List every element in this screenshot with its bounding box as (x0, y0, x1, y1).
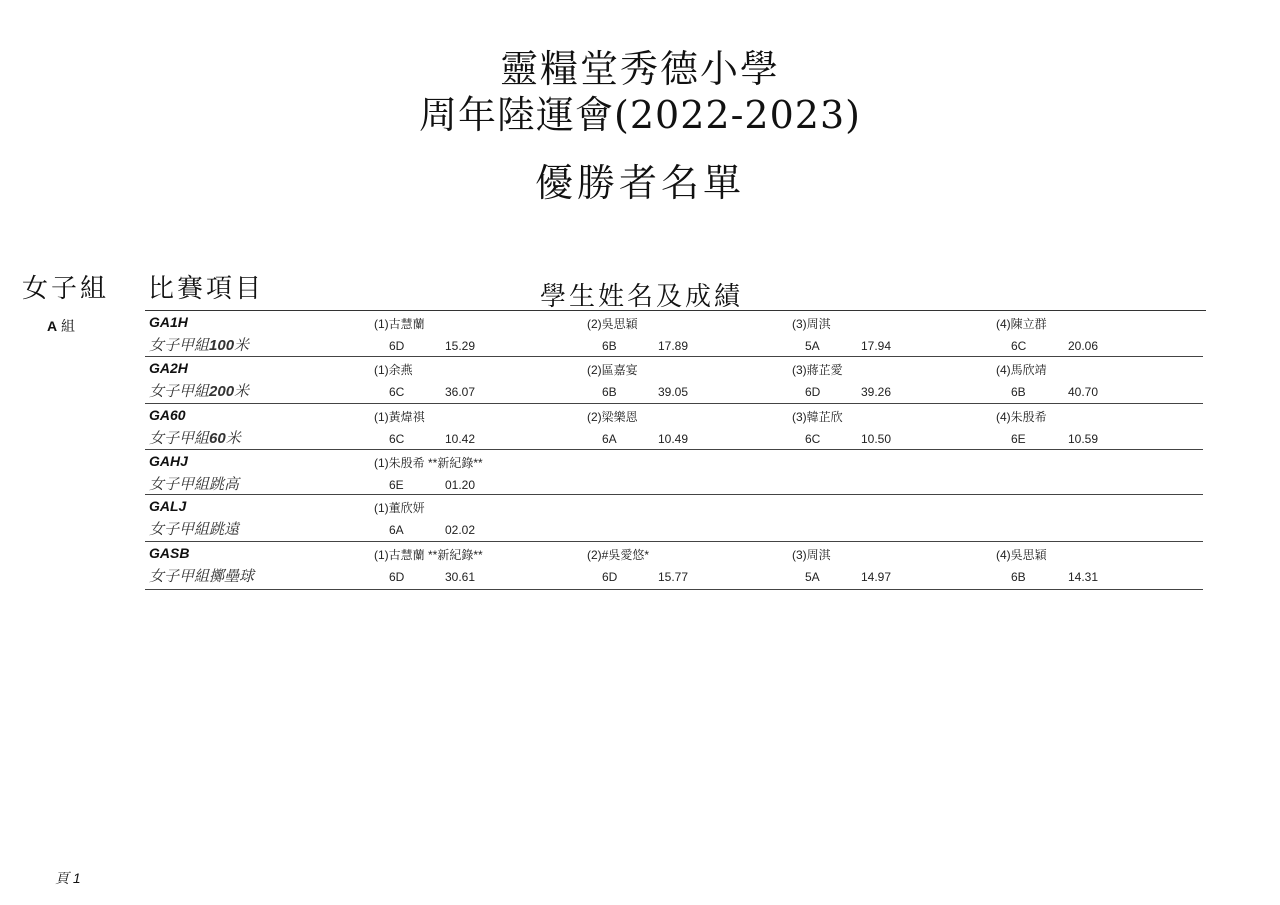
event-name-suffix: 米 (234, 337, 250, 354)
winner-class: 5A (805, 570, 820, 584)
winner-name: (2)#吳愛悠* (587, 548, 650, 562)
winner-name: (3)韓芷欣 (792, 410, 843, 424)
winner-result: 01.20 (445, 478, 476, 492)
winner-result: 17.94 (861, 339, 892, 353)
winner-name: (1)古慧蘭 (374, 317, 425, 331)
winner-name: (2)區嘉宴 (587, 363, 638, 377)
winner-name: (1)古慧蘭 **新紀錄** (374, 548, 483, 562)
event-code: GAHJ (149, 453, 188, 469)
winner-result: 39.26 (861, 385, 892, 399)
winner-class: 6A (602, 432, 617, 446)
winner-class: 6B (602, 385, 617, 399)
winner-class: 5A (805, 339, 820, 353)
event-name (149, 473, 239, 494)
winner-name: (1)黃煒祺 (374, 410, 425, 424)
winner-result: 30.61 (445, 570, 476, 584)
event-code: GALJ (149, 498, 187, 514)
event-name-prefix: 女子甲組跳遠 (149, 521, 240, 538)
event-name-distance: 200 (209, 383, 235, 400)
winner-name: (2)吳思穎 (587, 317, 638, 331)
winner-result: 10.49 (658, 432, 689, 446)
event-code: GA1H (149, 314, 188, 330)
winner-name: (1)余燕 (374, 363, 413, 377)
winner-class: 6B (602, 339, 617, 353)
winner-name: (4)馬欣靖 (996, 363, 1047, 377)
winner-result: 02.02 (445, 523, 476, 537)
event-name-prefix: 女子甲組 (149, 337, 210, 354)
event-code: GA2H (149, 360, 188, 376)
event-name-suffix: 米 (225, 430, 241, 447)
winner-class: 6D (389, 570, 405, 584)
winner-class: 6C (805, 432, 821, 446)
header-divider (145, 310, 1206, 311)
event-row (145, 496, 1203, 542)
winner-result: 17.89 (658, 339, 689, 353)
event-row (145, 451, 1203, 495)
event-name (149, 427, 241, 448)
winner-class: 6C (1011, 339, 1027, 353)
page-number: 頁 1 (55, 870, 81, 886)
winner-class: 6C (389, 432, 405, 446)
column-header-names: 學生姓名及成績 (540, 282, 744, 312)
winner-name: (1)董欣妍 (374, 501, 425, 515)
winner-name: (4)朱殷希 (996, 410, 1047, 424)
group-label (47, 316, 75, 336)
event-code: GASB (149, 545, 190, 561)
list-title: 優勝者名單 (534, 161, 745, 205)
event-name (149, 334, 249, 355)
winner-name: (2)梁樂恩 (587, 410, 638, 424)
winner-result: 10.59 (1068, 432, 1099, 446)
group-letter: A (47, 318, 58, 334)
column-header-group: 女子組 (22, 274, 110, 304)
event-row (145, 543, 1203, 590)
winner-result: 15.77 (658, 570, 689, 584)
winner-name: (3)蔣芷愛 (792, 363, 843, 377)
winner-class: 6B (1011, 385, 1026, 399)
winner-class: 6D (602, 570, 618, 584)
event-name (149, 565, 254, 586)
winner-name: (4)陳立群 (996, 317, 1047, 331)
winner-result: 39.05 (658, 385, 689, 399)
winner-name: (4)吳思穎 (996, 548, 1047, 562)
group-suffix: 組 (61, 318, 76, 334)
winner-result: 40.70 (1068, 385, 1099, 399)
event-title: 周年陸運會(2022-2023) (419, 93, 861, 137)
winner-result: 10.42 (445, 432, 476, 446)
event-name-prefix: 女子甲組跳高 (149, 476, 240, 493)
event-row (145, 405, 1203, 450)
winner-name: (3)周淇 (792, 317, 831, 331)
event-code: GA60 (149, 407, 186, 423)
winner-result: 14.31 (1068, 570, 1099, 584)
event-name-prefix: 女子甲組 (149, 430, 210, 447)
event-name-prefix: 女子甲組 (149, 383, 210, 400)
winner-class: 6E (389, 478, 404, 492)
event-name-distance: 60 (209, 430, 226, 447)
event-name (149, 380, 249, 401)
school-name: 靈糧堂秀德小學 (499, 47, 780, 91)
winner-class: 6B (1011, 570, 1026, 584)
event-name-distance: 100 (209, 337, 235, 354)
winner-class: 6E (1011, 432, 1026, 446)
winner-result: 15.29 (445, 339, 476, 353)
winner-result: 36.07 (445, 385, 476, 399)
event-name-suffix: 米 (234, 383, 250, 400)
winner-class: 6A (389, 523, 404, 537)
event-row (145, 312, 1203, 357)
event-name (149, 518, 239, 539)
winner-result: 20.06 (1068, 339, 1099, 353)
column-header-event: 比賽項目 (148, 274, 265, 304)
winner-class: 6D (805, 385, 821, 399)
winner-result: 10.50 (861, 432, 892, 446)
event-name-prefix: 女子甲組擲壘球 (149, 568, 255, 585)
winner-name: (1)朱殷希 **新紀錄** (374, 456, 483, 470)
event-row (145, 358, 1203, 404)
winner-name: (3)周淇 (792, 548, 831, 562)
winner-result: 14.97 (861, 570, 892, 584)
winner-class: 6D (389, 339, 405, 353)
winner-class: 6C (389, 385, 405, 399)
